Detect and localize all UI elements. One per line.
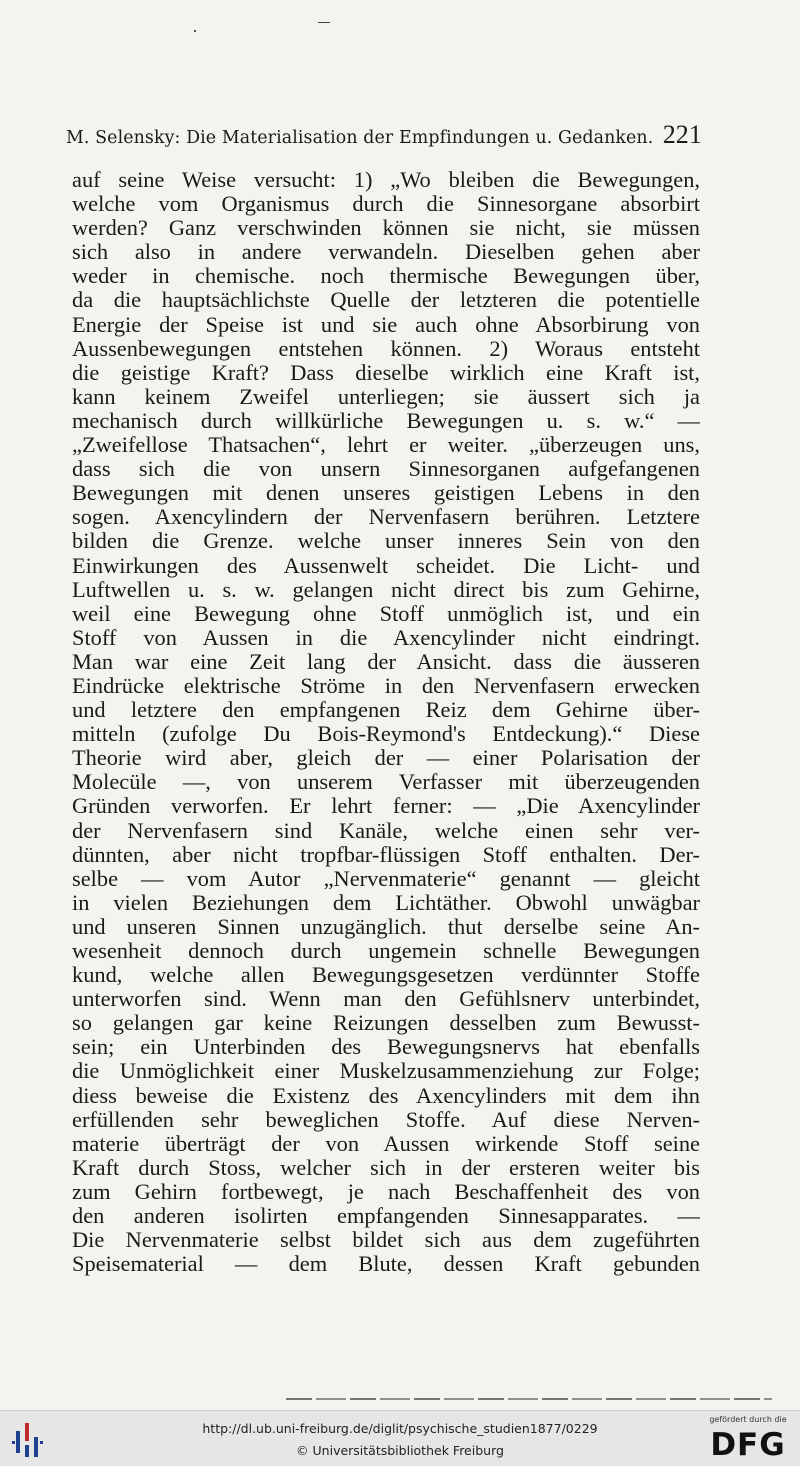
viewer-footer <box>0 1410 800 1466</box>
text-line: Einwirkungen des Aussenwelt scheidet. Die Licht- und <box>72 553 700 578</box>
copyright-notice: © Universitätsbibliothek Freiburg <box>296 1443 504 1458</box>
running-head <box>66 120 702 150</box>
text-line: Energie der Speise ist und sie auch ohne Absorbirung von <box>72 312 700 337</box>
text-line: Man war eine Zeit lang der Ansicht. dass die äusseren <box>72 649 700 674</box>
text-line: bilden die Grenze. welche unser inneres Sein von den <box>72 529 700 554</box>
text-line: dünnten, aber nicht tropfbar-flüssigen Stoff enthalten. Der- <box>72 842 700 867</box>
text-line: zum Gehirn fortbewegt, je nach Beschaffenheit des von <box>72 1179 700 1204</box>
text-line: die Unmöglichkeit einer Muskelzusammenziehung zur Folge; <box>72 1059 700 1084</box>
text-line: den anderen isolirten empfangenden Sinnesapparates. — <box>72 1204 700 1229</box>
text-line: kund, welche allen Bewegungsgesetzen verdünnter Stoffe <box>72 963 700 988</box>
text-line: Eindrücke elektrische Ströme in den Nervenfasern erwecken <box>72 673 700 698</box>
text-line: Aussenbewegungen entstehen können. 2) Woraus entsteht <box>72 336 700 361</box>
scan-specks <box>0 14 800 34</box>
text-line: auf seine Weise versucht: 1) „Wo bleiben die Bewegungen, <box>72 168 700 192</box>
text-line: weder in chemische. noch thermische Bewegungen über, <box>72 264 700 289</box>
text-line: sich also in andere verwandeln. Dieselben gehen aber <box>72 240 700 265</box>
text-line: Stoff von Aussen in die Axencylinder nicht eindringt. <box>72 625 700 650</box>
text-line: „Zweifellose Thatsachen“, lehrt er weiter. „überzeugen uns, <box>72 433 700 458</box>
dfg-logo: DFG <box>710 1427 786 1463</box>
text-line: kann keinem Zweifel unterliegen; sie äussert sich ja <box>72 384 700 409</box>
text-line: unterworfen sind. Wenn man den Gefühlsnerv unterbindet, <box>72 987 700 1012</box>
text-line: sogen. Axencylindern der Nervenfasern berühren. Letztere <box>72 505 700 530</box>
bottom-rule <box>286 1398 772 1400</box>
text-line: werden? Ganz verschwinden können sie nicht, sie müssen <box>72 216 700 241</box>
text-line: welche vom Organismus durch die Sinnesorgane absorbirt <box>72 192 700 217</box>
text-line: der Nervenfasern sind Kanäle, welche einen sehr ver- <box>72 818 700 843</box>
text-line: Gründen verworfen. Er lehrt ferner: — „Die Axencylinder <box>72 794 700 819</box>
text-line: Kraft durch Stoss, welcher sich in der ersteren weiter bis <box>72 1155 700 1180</box>
text-line: Luftwellen u. s. w. gelangen nicht direct bis zum Gehirne, <box>72 577 700 602</box>
text-line: weil eine Bewegung ohne Stoff unmöglich ist, und ein <box>72 601 700 626</box>
text-line: sein; ein Unterbinden des Bewegungsnervs hat ebenfalls <box>72 1035 700 1060</box>
body-text <box>72 168 700 1276</box>
text-line: selbe — vom Autor „Nervenmaterie“ genannt — gleicht <box>72 866 700 891</box>
text-line: wesenheit dennoch durch ungemein schnelle Bewegungen <box>72 939 700 963</box>
dfg-caption: gefördert durch die <box>709 1415 787 1424</box>
text-line: mitteln (zufolge Du Bois-Reymond's Entdeckung).“ Diese <box>72 722 700 747</box>
running-head-title: M. Selensky: Die Materialisation der Empfindungen u. Gedanken. <box>66 128 654 148</box>
text-line: dass sich die von unsern Sinnesorganen aufgefangenen <box>72 457 700 482</box>
text-line: da die hauptsächlichste Quelle der letzteren die potentielle <box>72 288 700 313</box>
text-line: Speisematerial — dem Blute, dessen Kraft gebunden <box>72 1252 700 1277</box>
text-line: erfüllenden sehr beweglichen Stoffe. Auf diese Nerven- <box>72 1107 700 1132</box>
text-line: Molecüle —, von unserem Verfasser mit überzeugenden <box>72 770 700 795</box>
text-line: und letztere den empfangenen Reiz dem Gehirne über- <box>72 698 700 723</box>
text-line: Bewegungen mit denen unseres geistigen Lebens in den <box>72 481 700 506</box>
text-line: diess beweise die Existenz des Axencylinders mit dem ihn <box>72 1083 700 1108</box>
permalink-url[interactable]: http://dl.ub.uni-freiburg.de/diglit/psychische_studien1877/0229 <box>202 1421 598 1436</box>
text-line: so gelangen gar keine Reizungen desselben zum Bewusst- <box>72 1011 700 1036</box>
text-line: mechanisch durch willkürliche Bewegungen u. s. w.“ — <box>72 408 700 433</box>
text-line: in vielen Beziehungen dem Lichtäther. Obwohl unwägbar <box>72 890 700 915</box>
text-line: Theorie wird aber, gleich der — einer Polarisation der <box>72 746 700 771</box>
text-line: die geistige Kraft? Dass dieselbe wirklich eine Kraft ist, <box>72 360 700 385</box>
speck <box>318 22 330 23</box>
text-line: materie überträgt der von Aussen wirkende Stoff seine <box>72 1131 700 1156</box>
text-line: Die Nervenmaterie selbst bildet sich aus dem zugeführten <box>72 1228 700 1253</box>
speck <box>194 30 196 32</box>
page-number: 221 <box>662 120 702 149</box>
text-line: und unseren Sinnen unzugänglich. thut derselbe seine An- <box>72 914 700 939</box>
